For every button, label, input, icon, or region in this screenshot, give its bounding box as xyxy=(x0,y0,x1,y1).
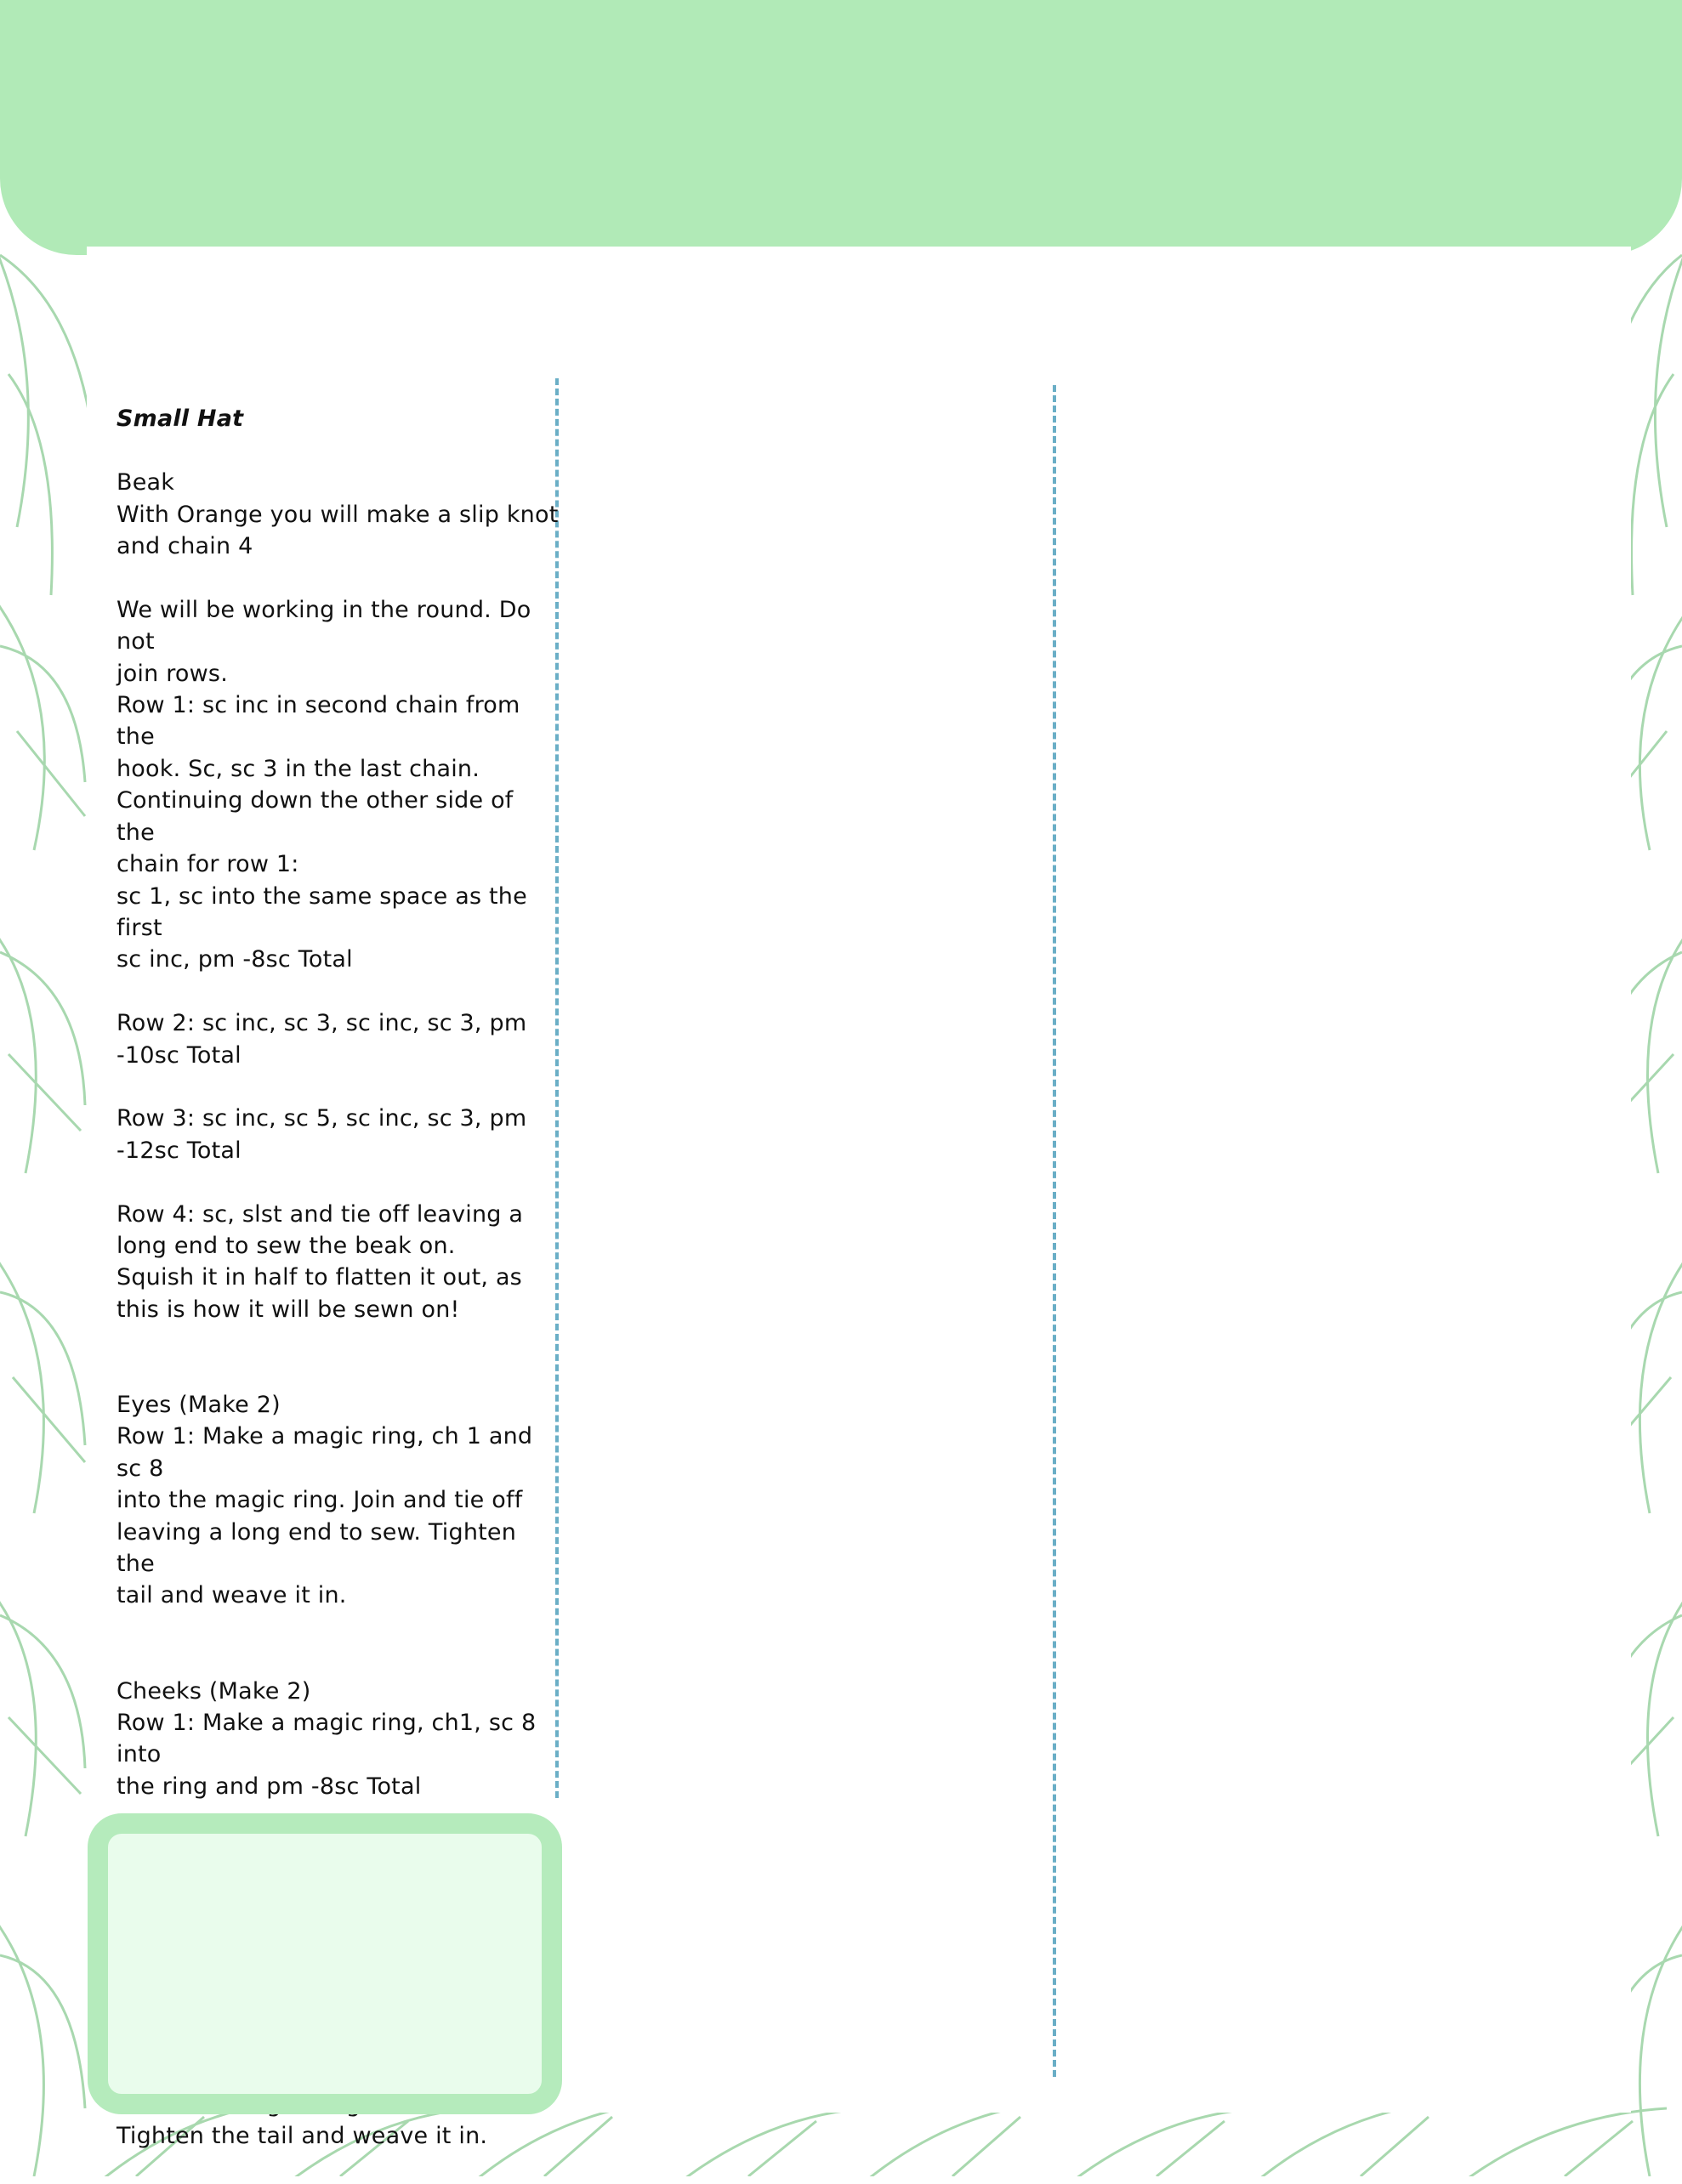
pattern-line: long end to sew the beak on. xyxy=(116,1232,456,1259)
pattern-line: Row 2: sc inc, sc 3, sc inc, sc 3, pm xyxy=(116,1010,527,1037)
pattern-line: the ring and pm -8sc Total xyxy=(116,1773,422,1800)
pattern-line: into the magic ring. Join and tie off xyxy=(116,1487,523,1514)
pattern-line: Cheeks (Make 2) xyxy=(116,1677,311,1705)
pattern-line: this is how it will be sewn on! xyxy=(116,1296,460,1323)
pattern-line xyxy=(116,1612,559,1643)
header-banner xyxy=(0,0,1682,255)
note-box xyxy=(88,1813,562,2114)
pattern-line: and chain 4 xyxy=(116,533,253,560)
pattern-line: Beak xyxy=(116,469,175,496)
pattern-line: Eyes (Make 2) xyxy=(116,1392,281,1418)
pattern-line: We will be working in the round. Do not xyxy=(116,596,531,655)
pattern-line: tail and weave it in. xyxy=(116,1582,347,1609)
pattern-line: Tighten the tail and weave it in. xyxy=(116,2123,488,2150)
pattern-line: hook. Sc, sc 3 in the last chain. xyxy=(116,755,480,782)
column-divider-right xyxy=(1053,385,1056,2077)
pattern-line xyxy=(116,1166,559,1198)
pattern-line xyxy=(116,976,559,1007)
pattern-line xyxy=(116,1325,559,1357)
pattern-line: Squish it in half to flatten it out, as xyxy=(116,1264,522,1291)
pattern-line: sc 1, sc into the same space as the first xyxy=(116,882,527,941)
pattern-line xyxy=(116,1643,559,1675)
pattern-line: sc inc, pm -8sc Total xyxy=(116,946,353,973)
pattern-line: chain for row 1: xyxy=(116,851,299,878)
pattern-line xyxy=(116,1071,559,1103)
pattern-line: Row 3: sc inc, sc 5, sc inc, sc 3, pm xyxy=(116,1105,527,1132)
pattern-line xyxy=(116,562,559,593)
pattern-line: -10sc Total xyxy=(116,1041,242,1069)
pattern-line: leaving a long end to sew. Tighten the xyxy=(116,1518,517,1578)
pattern-line: Row 1: Make a magic ring, ch 1 and sc 8 xyxy=(116,1423,533,1482)
pattern-line xyxy=(116,1358,559,1389)
pattern-line: Row 1: sc inc in second chain from the xyxy=(116,692,520,751)
pattern-line: With Orange you will make a slip knot xyxy=(116,501,559,528)
pattern-line: join rows. xyxy=(116,660,228,687)
pattern-line: -12sc Total xyxy=(116,1137,242,1164)
pattern-line: Continuing down the other side of the xyxy=(116,787,514,846)
pattern-line: Row 1: Make a magic ring, ch1, sc 8 into xyxy=(116,1710,537,1768)
pattern-title: Small Hat xyxy=(116,406,244,433)
pattern-line: Row 4: sc, slst and tie off leaving a xyxy=(116,1200,524,1228)
